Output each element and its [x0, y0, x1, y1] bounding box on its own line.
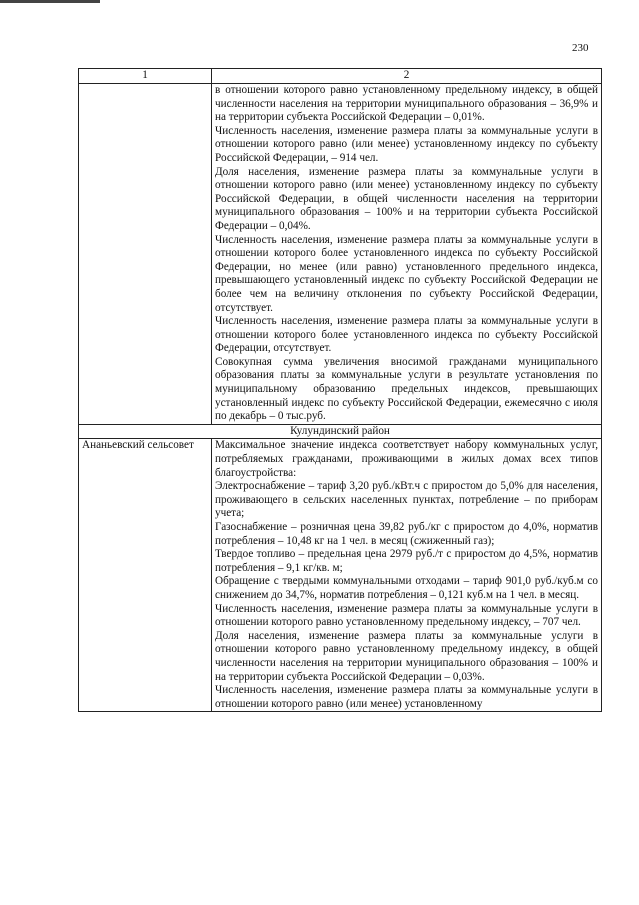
region-title: Кулундинский район [79, 424, 602, 439]
continuation-row [79, 84, 602, 425]
top-edge-mark [0, 0, 100, 3]
continuation-label-cell [79, 84, 212, 425]
page-number: 230 [572, 42, 589, 54]
document-table [78, 68, 602, 712]
paragraph: Доля населения, изменение размера платы за коммунальные услуги в отношении которого равно установленному предельному индексу, в общей численности населения на территории муниципального образования – 100% и на территории субъекта Российской Федерации – 0,03%. [215, 629, 598, 683]
paragraph: Электроснабжение – тариф 3,20 руб./кВт.ч с приростом до 5,0% для населения, проживающего в сельских населенных пунктах, потребление – по приборам учета; [215, 480, 598, 520]
table-header-row [79, 69, 602, 84]
paragraph: Совокупная сумма увеличения вносимой гражданами муниципального образования платы за коммунальные услуги в результате установления по муниципальному образованию предельных индексов, превышающих установленный индекс по субъекту Российской Федерации, ежемесячно с июля по декабрь – 0 тыс.руб. [215, 355, 598, 423]
paragraph: Численность населения, изменение размера платы за коммунальные услуги в отношении которого равно установленному предельному индексу, – 707 чел. [215, 602, 598, 629]
paragraph: Численность населения, изменение размера платы за коммунальные услуги в отношении которого более установленного индекса по субъекту Российской Федерации, отсутствует. [215, 315, 598, 355]
column-2-header: 2 [212, 69, 602, 84]
paragraph: Газоснабжение – розничная цена 39,82 руб./кг с приростом до 4,0%, норматив потребления – 10,48 кг на 1 чел. в месяц (сжиженный газ); [215, 521, 598, 547]
paragraph: Численность населения, изменение размера платы за коммунальные услуги в отношении которого более установленного индекса по субъекту Российской Федерации, но менее (или равно) установленного предельного индекса, превышающего установленный индекс по субъекту Российской Федерации не более чем на величину отклонения по субъекту Российской Федерации, отсутствует. [215, 233, 598, 314]
municipality-name: Ананьевский сельсовет [79, 439, 212, 712]
paragraph: Доля населения, изменение размера платы за коммунальные услуги в отношении которого равно (или менее) установленному индексу по субъекту Российской Федерации, в общей численности населения на территории муниципального образования – 100% и на территории субъекта Российской Федерации – 0,04%. [215, 165, 598, 232]
region-header-row [79, 424, 602, 439]
municipality-row [79, 439, 602, 712]
column-1-header: 1 [79, 69, 212, 84]
paragraph: в отношении которого равно установленному предельному индексу, в общей численности населения на территории муниципального образования – 36,9% и на территории субъекта Российской Федерации – 0,01%. [215, 84, 598, 124]
paragraph: Максимальное значение индекса соответствует набору коммунальных услуг, потребляемых гражданами, проживающими в жилых домах всех типов благоустройства: [215, 439, 598, 479]
paragraph: Численность населения, изменение размера платы за коммунальные услуги в отношении которого равно (или менее) установленному индексу по субъекту Российской Федерации, – 914 чел. [215, 124, 598, 164]
paragraph: Численность населения, изменение размера платы за коммунальные услуги в отношении которого равно (или менее) установленному [215, 684, 598, 710]
municipality-text-cell [212, 439, 602, 712]
continuation-text-cell [212, 84, 602, 425]
paragraph: Твердое топливо – предельная цена 2979 руб./т с приростом до 4,5%, норматив потребления – 9,1 кг/кв. м; [215, 548, 598, 574]
paragraph: Обращение с твердыми коммунальными отходами – тариф 901,0 руб./куб.м со снижением до 34,7%, норматив потребления – 0,121 куб.м на 1 чел. в месяц. [215, 575, 598, 601]
